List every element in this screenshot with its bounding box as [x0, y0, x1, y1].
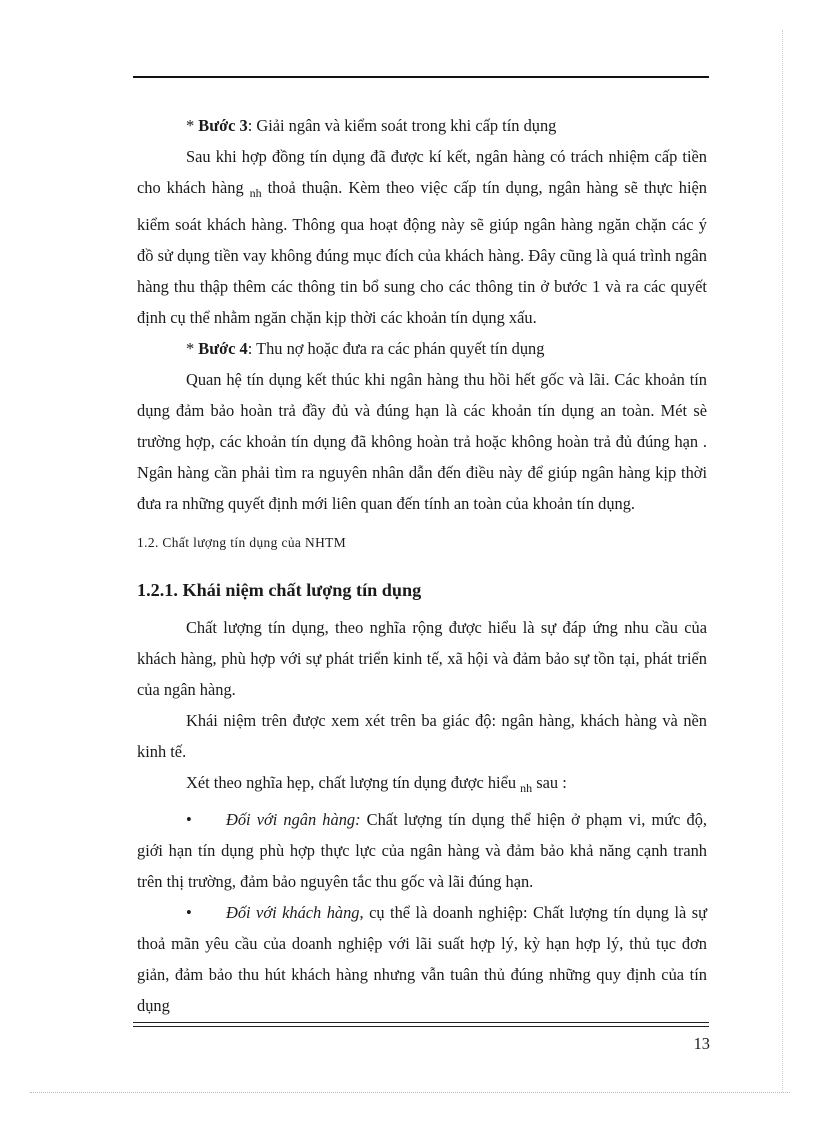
footer-double-rule [133, 1022, 709, 1027]
step3-label: Bước 3 [198, 116, 248, 135]
bullet-icon: • [186, 810, 192, 829]
step4-label: Bước 4 [198, 339, 248, 358]
page-border-right [782, 30, 783, 1092]
quality-paragraph: Chất lượng tín dụng, theo nghĩa rộng được hiểu là sự đáp ứng nhu cầu của khách hàng, phù hợp với sự phát triển kinh tế, xã hội và đảm bảo sự tồn tại, phát triển của ngân hàng. [137, 618, 707, 699]
step4-paragraph: Quan hệ tín dụng kết thúc khi ngân hàng thu hồi hết gốc và lãi. Các khoản tín dụng đảm bảo hoàn trả đầy đủ và đúng hạn là các khoản tín dụng an toàn. Mét sè trường hợp, các khoản tín dụng đã không hoàn trả hoặc không hoàn trả đủ đúng hạn . Ngân hàng cần phải tìm ra nguyên nhân dẫn đến điều này để giúp ngân hàng kịp thời đưa ra những quyết định mới liên quan đến tính an toàn của khoản tín dụng. [137, 370, 707, 513]
page-border-bottom [30, 1092, 790, 1093]
step3-paragraph: Sau khi hợp đồng tín dụng đã được kí kết, ngân hàng có trách nhiệm cấp tiền cho khách hàng $_{nh}$ thoả thuận. Kèm theo việc cấp tín dụng, ngân hàng sẽ thực hiện kiểm soát khách hàng. Thông qua hoạt động này sẽ giúp ngân hàng ngăn chặn các ý đồ sử dụng tiền vay không đúng mục đích của khách hàng. Đây cũng là quá trình ngân hàng thu thập thêm các thông tin bổ sung cho các thông tin ở bước 1 và ra các quyết định cụ thể nhằm ngăn chặn kịp thời các khoản tín dụng xấu. [137, 147, 707, 327]
section-heading-1-2: 1.2. Chất lượng tín dụng của NHTM [137, 535, 347, 550]
step4-heading: * Bước 4: Thu nợ hoặc đưa ra các phán quyết tín dụng [186, 339, 545, 358]
bullet-bank: • Đối với ngân hàng: Chất lượng tín dụng thể hiện ở phạm vi, mức độ, giới hạn tín dụng phù hợp thực lực của ngân hàng và đảm bảo khả năng cạnh tranh trên thị trường, đảm bảo nguyên tắc thu gốc và lãi đúng hạn. [137, 804, 707, 897]
step3-heading: * Bước 3: Giải ngân và kiểm soát trong khi cấp tín dụng [186, 116, 557, 135]
page-body [137, 110, 707, 1021]
page-number: 13 [693, 1034, 710, 1053]
concept-paragraph: Khái niệm trên được xem xét trên ba giác độ: ngân hàng, khách hàng và nền kinh tế. [137, 711, 707, 761]
bullet-customer: • Đối với khách hàng, cụ thể là doanh nghiệp: Chất lượng tín dụng là sự thoả mãn yêu cầu của doanh nghiệp với lãi suất hợp lý, kỳ hạn hợp lý, thủ tục đơn giản, đảm bảo thu hút khách hàng nhưng vẫn tuân thủ đúng những quy định của tín dụng [137, 897, 707, 1021]
bullet-icon: • [186, 903, 192, 922]
header-rule [133, 76, 709, 78]
section-heading-1-2-1: 1.2.1. Khái niệm chất lượng tín dụng [137, 580, 422, 600]
narrow-paragraph: Xét theo nghĩa hẹp, chất lượng tín dụng được hiểu $_{nh}$ sau : [186, 773, 567, 795]
